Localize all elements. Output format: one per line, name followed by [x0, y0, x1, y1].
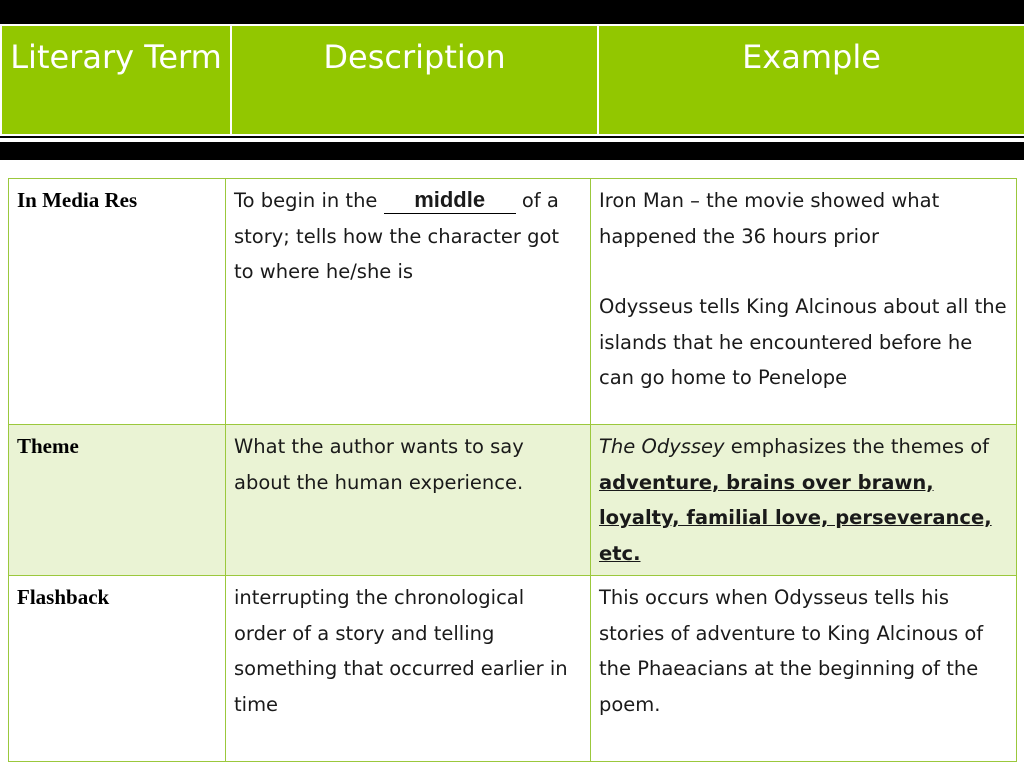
example-text: This occurs when Odysseus tells his stories of adventure to King Alcinous of the Phaeacians at the beginning of the poem. — [599, 586, 984, 716]
example-cell — [591, 179, 1017, 425]
term-cell — [9, 179, 226, 425]
header-row — [1, 25, 1024, 135]
example-cell — [591, 576, 1017, 762]
term-cell — [9, 576, 226, 762]
example-themes: adventure, brains over brawn, loyalty, familial love, perseverance, etc. — [599, 470, 992, 565]
description-text: What the author wants to say about the human experience. — [234, 435, 524, 494]
divider-stripe — [0, 138, 1024, 142]
term-label: Theme — [17, 434, 79, 458]
fill-in-blank — [384, 188, 516, 214]
blank-answer: middle — [414, 187, 486, 212]
table-row — [9, 179, 1017, 425]
terms-table — [8, 178, 1017, 762]
description-cell — [226, 576, 591, 762]
header-example: Example — [598, 25, 1024, 135]
example-paragraph-1: Iron Man – the movie showed what happened the 36 hours prior — [599, 189, 940, 248]
example-text: emphasizes the themes of — [724, 435, 989, 458]
example-cell — [591, 425, 1017, 576]
term-label: Flashback — [17, 585, 110, 609]
example-title: The Odyssey — [599, 435, 725, 458]
description-text-after: of a story; tells how the character got to where he/she is — [234, 189, 560, 283]
table-row — [9, 425, 1017, 576]
table-row — [9, 576, 1017, 762]
description-cell — [226, 179, 591, 425]
term-cell — [9, 425, 226, 576]
description-text: interrupting the chronological order of a story and telling something that occurred earlier in time — [234, 586, 568, 716]
header-description: Description — [231, 25, 598, 135]
example-paragraph-2: Odysseus tells King Alcinous about all the islands that he encountered before he can go home to Penelope — [599, 295, 1007, 389]
description-text-before: To begin in the — [234, 189, 384, 212]
header-table — [0, 24, 1024, 136]
divider-stripe-lower — [0, 161, 1024, 164]
header-literary-term: Literary Term — [1, 25, 231, 135]
term-label: In Media Res — [17, 188, 138, 212]
description-cell — [226, 425, 591, 576]
